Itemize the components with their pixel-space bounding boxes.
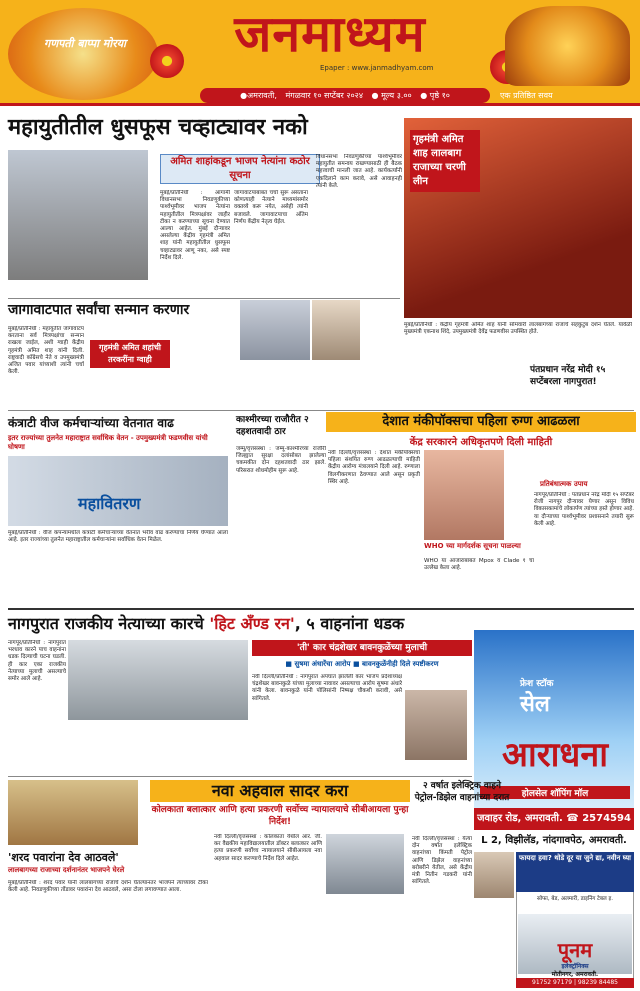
mpox-headline[interactable]: देशात मंकीपॉक्सचा पहिला रुग्ण आढळला — [326, 412, 636, 432]
car-accident-photo — [68, 640, 248, 720]
poonam-location: मोतीनगर, अमरावती. — [551, 971, 599, 978]
dateline-date: मंगळवार १० सप्टेंबर २०२४ — [285, 91, 363, 100]
ad-sub: होलसेल शॉपिंग मॉल — [480, 786, 630, 799]
mpox-side-heading: प्रतिबंधात्मक उपाय — [540, 480, 588, 488]
nagpur-headline-prefix: नागपुरात राजकीय नेत्याच्या कारचे — [8, 614, 210, 633]
mpox-body: नवी दिल्ली/वृत्तसंस्था : देशात मंकीपॉक्सचा पहिला संशयित रुग्ण आढळल्याची माहिती केंद्रीय आरोग्य मंत्रालयाने दिली आहे. रुग्णाला विलगीकरणात ठेवण्यात आले असून प्रकृती स्थिर आहे. — [328, 450, 420, 485]
report-body: नवी दिल्ली/वृत्तसंस्था : कोलकाता येथील आर. जी. कर वैद्यकीय महाविद्यालयातील डॉक्टर बलात्कार आणि हत्या प्रकरणी सर्वोच्च न्यायालयाने सीबीआयला नवा अहवाल सादर करण्याचे निर्देश दिले आहेत. — [214, 834, 322, 862]
ad-address-2: L 2, विझीलॅड, नांदगावपेठ, अमरावती. — [481, 835, 627, 846]
kashmir-headline[interactable]: काश्मीरच्या राजौरीत २ दहशतवादी ठार — [236, 415, 309, 437]
nagpur-box-title: 'ती' कार चंद्रशेखर बावनकुळेंच्या मुलाची — [252, 640, 472, 656]
nagpur-box-body: नवी दिल्ली/प्रतिनिधी : नागपुरात अपघात झालेली कार भाजप प्रदेशाध्यक्ष चंद्रशेखर बावनकुळे यांच्या मुलाच्या नावावर असल्याचा आरोप सुषमा अंधारे यांनी केला. बावनकुळे यांनी पोलिसांनी निष्पक्ष चौकशी करावी, असे सांगितले. — [252, 674, 402, 702]
sushma-andhare-photo — [405, 690, 467, 760]
ganesh-image-right — [505, 6, 630, 86]
ajit-pawar-photo — [240, 300, 310, 360]
pm-headline[interactable]: पंतप्रधान नरेंद्र मोदी १५ सप्टेंबरला नागपुरात! — [530, 365, 606, 387]
sharad-pawar-photo — [8, 780, 138, 845]
newspaper-logo: जनमाध्यम — [234, 4, 426, 63]
ganesh-box-title: गृहमंत्री अमित शाह लालबाग राजाच्या चरणी लीन — [410, 130, 480, 192]
poonam-brand-sub: इलेक्ट्रॉनिक्स — [561, 963, 589, 970]
dateline-bar — [200, 88, 490, 103]
seat-body: मुंबई/प्रतिनिधी : महायुतीत जागावाटप करताना सर्व मित्रपक्षांचा सन्मान राखला जाईल, अशी ग्वाही केंद्रीय गृहमंत्री अमित शाह यांनी दिली. राष्ट्रवादी काँग्रेसचे नेते व उपमुख्यमंत्री अजित पवार यांच्याशी त्यांनी चर्चा केली. — [8, 326, 84, 376]
tagline: एक प्रतिष्ठित सवय — [500, 91, 553, 100]
lead-body-col1: मुंबई/प्रतिनिधी : आगामी विधानसभा निवडणुकीच्या पार्श्वभूमीवर भाजप नेत्यांना महायुतीतील मित्रपक्षांवर जाहीर टीका न करण्याच्या सूचना देण्यात आल्या आहेत. मुंबई दौऱ्यावर असलेल्या केंद्रीय गृहमंत्री अमित शाह यांनी महायुतीतील धुसफूस चव्हाट्यावर आणू नका, असे स्पष्ट निर्देश दिले. — [160, 190, 230, 261]
ganpati-badge-text: गणपती बाप्पा मोरया — [44, 37, 126, 50]
dateline-city: ●अमरावती, — [240, 91, 277, 100]
divider — [8, 410, 634, 411]
seat-subhead: गृहमंत्री अमित शहांची तरकरींना ग्वाही — [90, 340, 170, 368]
petrol-body: नवी दिल्ली/वृत्तसंस्था : येत्या दोन वर्षात इलेक्ट्रिक वाहनांच्या किंमती पेट्रोल आणि डिझेल वाहनांच्या बरोबरीने येतील, असे केंद्रीय मंत्री नितीन गडकरी यांनी सांगितले. — [412, 836, 472, 886]
report-subhead: कोलकाता बलात्कार आणि हत्या प्रकरणी सर्वोच्च न्यायालयाचे सीबीआयला पुन्हा निर्देश! — [151, 805, 409, 827]
nagpur-box-sub: ■ सुषमा अंधारेंचा आरोप ■ बावनकुळेंनीही दिले स्पष्टीकरण — [285, 660, 439, 668]
ganesh-box-caption: मुंबई/प्रतिनिधी : केंद्रीय गृहमंत्री अमित शाह यांनी सोमवारी लालबागच्या राजाचे सहकुटुंब दर्शन घेतले. यावेळी मुख्यमंत्री एकनाथ शिंदे, उपमुख्यमंत्री देवेंद्र फडणवीस उपस्थित होते. — [404, 322, 632, 336]
power-subhead: इतर राज्यांच्या तुलनेत महाराष्ट्रात सर्वाधिक वेतन - उपमुख्यमंत्री फडणवीस यांची घोषणा — [8, 434, 208, 451]
divider — [8, 608, 634, 610]
lead-subhead: अमित शाहांकडून भाजप नेत्यांना कठोर सूचना — [160, 154, 320, 184]
gadkari-photo — [474, 852, 514, 898]
ganesh-image-left — [8, 8, 158, 100]
dateline-price: ● मूल्य ३.०० — [371, 91, 412, 100]
mpox-who-text: WHO या आजाराबाबत Mpox व Clade १ चा उल्लेख केला आहे. — [424, 558, 534, 572]
supreme-court-photo — [326, 834, 404, 894]
divider — [8, 776, 472, 777]
fadnavis-mahavitaran-photo — [8, 456, 228, 526]
poonam-brand: पूनम — [557, 938, 593, 962]
pm-body: नागपूर/प्रतिनिधी : पंतप्रधान नरेंद्र मोदी १५ सप्टेंबर रोजी नागपूर दौऱ्यावर येणार असून विविध विकासकामांचे लोकार्पण त्यांच्या हस्ते होणार आहे. या दौऱ्याच्या पार्श्वभूमीवर प्रशासनाने तयारी सुरू केली आहे. — [534, 492, 634, 527]
report-headline[interactable]: नवा अहवाल सादर करा — [150, 780, 410, 802]
ad-address-1: जवाहर रोड, अमरावती. ☎ 2574594 — [474, 808, 634, 830]
nagpur-headline-suffix: , ५ वाहनांना धडक — [294, 614, 405, 633]
lead-body-col3: विधानसभा निवडणुकीच्या पार्श्वभूमीवर महायुतीत समन्वय राखण्यासाठी ही बैठक महत्त्वाची मानली जात आहे. कार्यकर्त्यांनी एकदिलाने काम करावे, असे आवाहनही त्यांनी केले. — [316, 154, 402, 189]
petrol-headline[interactable]: २ वर्षात इलेक्ट्रिक वाहने पेट्रोल-डिझेल वाहनांच्या दरात — [414, 781, 510, 803]
power-body: मुंबई/प्रतिनिधी : वीज कंपन्यांमधील कंत्राटी कर्मचाऱ्यांच्या वेतनात भरीव वाढ करण्याचा निर्णय घेण्यात आला आहे. इतर राज्यांच्या तुलनेत महाराष्ट्रातील कर्मचाऱ्यांना सर्वाधिक वेतन मिळेल. — [8, 530, 228, 544]
divider — [8, 298, 400, 299]
poonam-phone: 91752 97179 | 98239 84485 — [516, 978, 634, 988]
mpox-subhead: केंद्र सरकारने अधिकृतपणे दिली माहिती — [409, 437, 553, 448]
pawar-body: मुंबई/प्रतिनिधी : शरद पवार यांनी लालबागच्या राजाचे दर्शन घेतल्यानंतर भाजपने त्यांच्यावर टीका केली आहे. निवडणुकीच्या तोंडावर पवारांना देव आठवले, असा टोला लगावण्यात आला. — [8, 880, 208, 894]
kashmir-body: जम्मू/वृत्तसंस्था : जम्मू-काश्मीरच्या राजौरी जिल्ह्यात सुरक्षा दलांसोबत झालेल्या चकमकीत दोन दहशतवादी ठार झाले. परिसरात शोधमोहीम सुरू आहे. — [236, 446, 326, 474]
amit-shah-photo — [8, 150, 148, 280]
mahavitaran-logo: महावितरण — [78, 494, 141, 513]
mpox-photo — [424, 450, 504, 540]
nagpur-body: नागपूर/प्रतिनिधी : नागपुरात भरधाव कारने पाच वाहनांना धडक दिल्याची घटना घडली. ही कार एका राजकीय नेत्याच्या मुलाची असल्याचे समोर आले आहे. — [8, 640, 66, 683]
dateline-pages: ● पृष्ठे १० — [420, 91, 450, 100]
pawar-subhead: लालबागच्या राजाच्या दर्शनानंतर भाजपने घेरले — [8, 866, 125, 874]
ad-badge: फ्रेश स्टॉक — [520, 679, 554, 689]
seat-headline[interactable]: जागावाटपात सर्वांचा सन्मान करणार — [8, 302, 190, 318]
amit-shah-small-photo — [312, 300, 360, 360]
pawar-headline[interactable]: 'शरद पवारांना देव आठवले' — [8, 851, 119, 864]
mpox-who-title: WHO च्या मार्गदर्शक सूचना पाळल्या — [424, 542, 521, 550]
power-headline[interactable]: कंत्राटी वीज कर्मचाऱ्यांच्या वेतनात वाढ — [8, 416, 174, 430]
lead-body-col2: जागावाटपाबाबत चर्चा सुरू असताना कोणत्याही नेत्याने माध्यमांसमोर वक्तव्ये करू नयेत, असेही त्यांनी बजावले. जागावाटपाचा अंतिम निर्णय केंद्रीय नेतृत्व घेईल. — [234, 190, 308, 225]
epaper-link[interactable]: Epaper : www.janmadhyam.com — [320, 64, 434, 72]
poonam-offer: फायदा हवा? थोडे दूर या जुने द्या, नवीन घ्या — [516, 852, 634, 892]
lead-headline[interactable]: महायुतीतील धुसफूस चव्हाट्यावर नको — [8, 115, 308, 140]
nagpur-headline-highlight: 'हिट अँण्ड रन' — [209, 614, 295, 633]
ad-sale: सेल — [520, 692, 550, 717]
ad-brand: आराधना — [501, 735, 609, 775]
poonam-offer-sub: सोफा, बेड, अलमारी, डाइनिंग टेबल इ. — [537, 896, 613, 902]
